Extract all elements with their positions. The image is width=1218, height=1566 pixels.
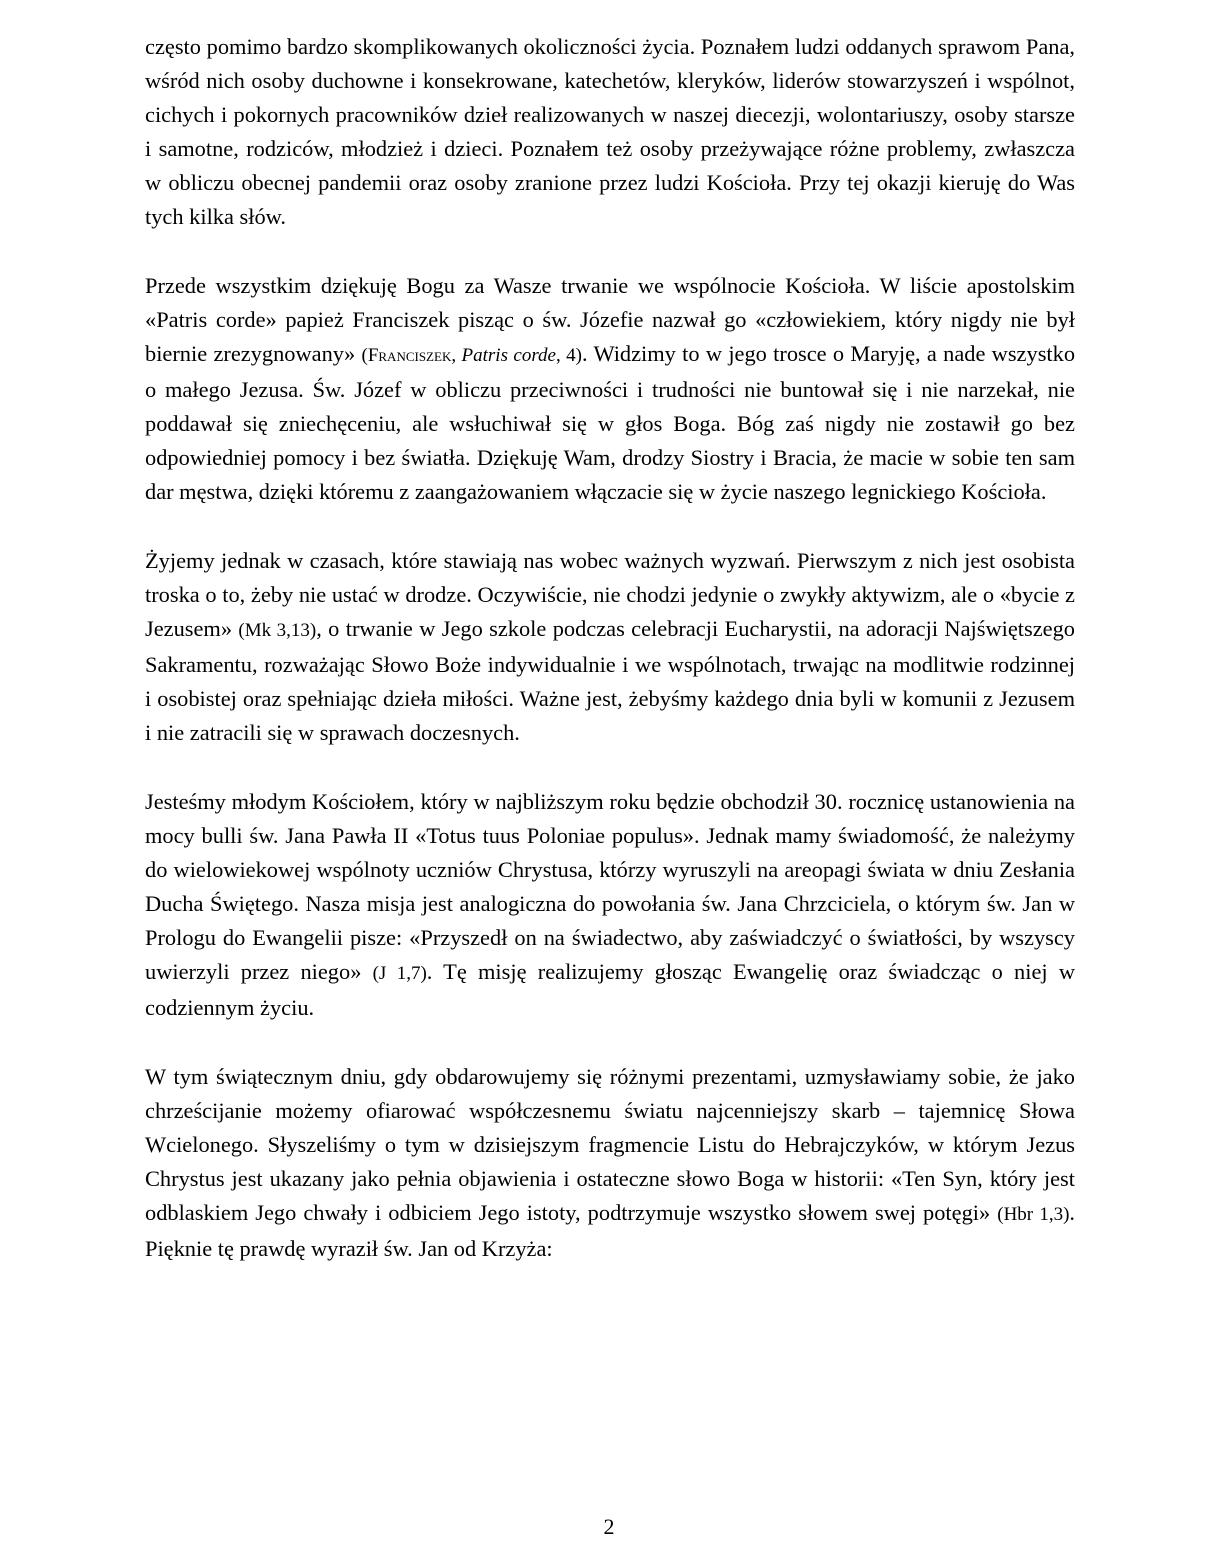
paragraph-4-text-b: . Tę misję realizujemy głosząc Ewangelię oraz świadcząc o niej w codziennym życiu.	[145, 959, 1075, 1020]
paragraph-3-text-b: , o trwanie w Jego szkole podczas celebracji Eucharystii, na adoracji Najświętszego Sakramentu, rozważając Słowo Boże indywidualnie i we wspólnotach, trwając na modlitwie rodzinnej i osobistej oraz spełniając dzieła miłości. Ważne jest, żebyśmy każdego dnia byli w komunii z Jezusem i nie zatracili się w sprawach doczesnych.	[145, 616, 1075, 745]
citation-number: , 4)	[555, 345, 582, 366]
paragraph-5	[145, 1060, 1075, 1266]
citation-title: Patris corde	[461, 345, 556, 366]
citation-hbr: (Hbr 1,3)	[997, 1204, 1070, 1225]
paragraph-2-text-b: . Widzimy to w jego trosce o Maryję, a nade wszystko o małego Jezusa. Św. Józef w obliczu przeciwności i trudności nie buntował się i nie narzekał, nie poddawał się zniechęceniu, ale wsłuchiwał się w głos Boga. Bóg zaś nigdy nie zostawił go bez odpowiedniej pomocy i bez światła. Dziękuję Wam, drodzy Siostry i Bracia, że macie w sobie ten sam dar męstwa, dzięki któremu z zaangażowaniem włączacie się w życie naszego legnickiego Kościoła.	[145, 341, 1076, 504]
citation-open-paren: (	[361, 345, 368, 366]
paragraph-3-text-a: Żyjemy jednak w czasach, które stawiają nas wobec ważnych wyzwań. Pierwszym z nich jest osobista troska o to, żeby nie ustać w drodze. Oczywiście, nie chodzi jedynie o zwykły aktywizm, ale o «bycie z Jezusem»	[145, 548, 1075, 641]
paragraph-4-text-a: Jesteśmy młodym Kościołem, który w najbliższym roku będzie obchodził 30. rocznicę ustanowienia na mocy bulli św. Jana Pawła II «Totus tuus Poloniae populus». Jednak mamy świadomość, że należymy do wielowiekowej wspólnoty uczniów Chrystusa, którzy wyruszyli na areopagi świata w dniu Zesłania Ducha Świętego. Nasza misja jest analogiczna do powołania św. Jana Chrzciciela, o którym św. Jan w Prologu do Ewangelii pisze: «Przyszedł on na świadectwo, aby zaświadczyć o światłości, by wszyscy uwierzyli przez niego»	[145, 789, 1075, 984]
paragraph-1-text: często pomimo bardzo skomplikowanych okoliczności życia. Poznałem ludzi oddanych sprawom Pana, wśród nich osoby duchowne i konsekrowane, katechetów, kleryków, liderów stowarzyszeń i wspólnot, cichych i pokornych pracowników dzieł realizowanych w naszej diecezji, wolontariuszy, osoby starsze i samotne, rodziców, młodzież i dzieci. Poznałem też osoby przeżywające różne problemy, zwłaszcza w obliczu obecnej pandemii oraz osoby zranione przez ludzi Kościoła. Przy tej okazji kieruję do Was tych kilka słów.	[145, 34, 1075, 229]
paragraph-3	[145, 544, 1075, 750]
paragraph-5-text-a: W tym świątecznym dniu, gdy obdarowujemy się różnymi prezentami, uzmysławiamy sobie, że jako chrześcijanie możemy ofiarować współczesnemu światu najcenniejszy skarb – tajemnicę Słowa Wcielonego. Słyszeliśmy o tym w dzisiejszym fragmencie Listu do Hebrajczyków, w którym Jezus Chrystus jest ukazany jako pełnia objawienia i ostateczne słowo Boga w historii: «Ten Syn, który jest odblaskiem Jego chwały i odbiciem Jego istoty, podtrzymuje wszystko słowem swej potęgi»	[145, 1064, 1075, 1225]
citation-j: (J 1,7)	[372, 963, 427, 984]
paragraph-1	[145, 30, 1075, 234]
document-body	[145, 30, 1075, 1266]
paragraph-5-text-b: . Pięknie tę prawdę wyraził św. Jan od Krzyża:	[145, 1200, 1076, 1261]
citation-separator: ,	[451, 345, 462, 366]
paragraph-4	[145, 785, 1075, 1025]
page-number: 2	[603, 1514, 615, 1539]
citation-mk: (Mk 3,13)	[238, 620, 317, 641]
paragraph-2	[145, 269, 1075, 509]
citation-author: Franciszek	[367, 345, 452, 366]
paragraph-2-text-a: Przede wszystkim dziękuję Bogu za Wasze trwanie we wspólnocie Kościoła. W liście apostolskim «Patris corde» papież Franciszek pisząc o św. Józefie nazwał go «człowiekiem, który nigdy nie był biernie zrezygnowany»	[145, 273, 1075, 366]
